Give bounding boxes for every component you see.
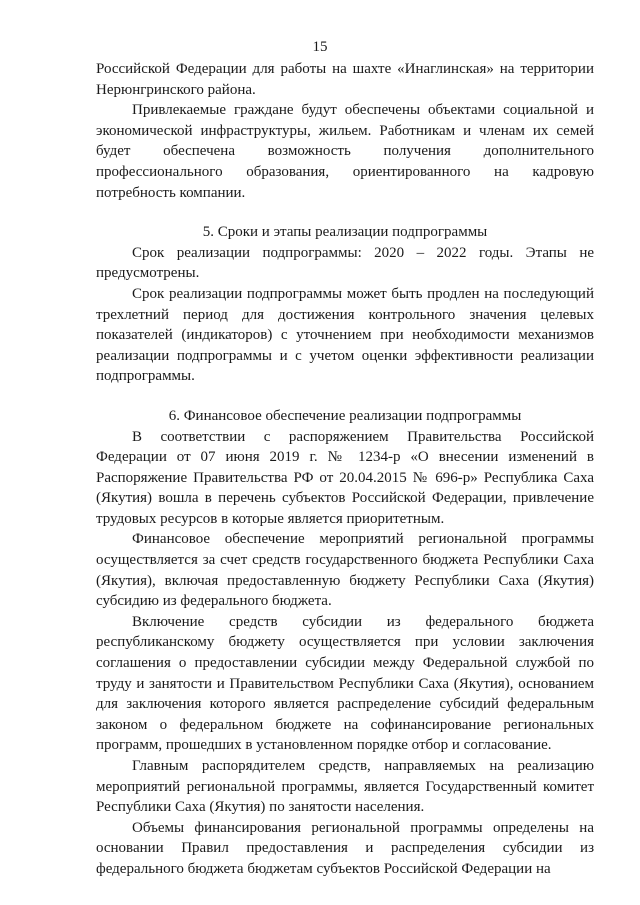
paragraph-housing: Привлекаемые граждане будут обеспечены объектами социальной и экономической инфраструктуры, жильем. Работникам и членам их семей будет обеспечена возможность получения дополнительного профессионального образования, ориентированного на кадровую потребность компании. (96, 102, 594, 201)
document-body (96, 59, 594, 880)
section-gap (96, 203, 594, 222)
paragraph-funding-volumes: Объемы финансирования региональной программы определены на основании Правил предоставления и распределения субсидии из федерального бюджета бюджетам субъектов Российской Федерации на (96, 819, 594, 877)
paragraph-continuation: Российской Федерации для работы на шахте «Инаглинская» на территории Нерюнгринского района. (96, 61, 594, 98)
page-number: 15 (312, 39, 328, 55)
paragraph-main-manager: Главным распорядителем средств, направляемых на реализацию мероприятий региональной программы, является Государственный комитет Республики Саха (Якутия) по занятости населения. (96, 758, 594, 816)
paragraph-term: Срок реализации подпрограммы: 2020 – 2022 годы. Этапы не предусмотрены. (96, 244, 594, 282)
section-5-heading: 5. Сроки и этапы реализации подпрограммы (202, 224, 488, 241)
paragraph-term-extension: Срок реализации подпрограммы может быть продлен на последующий трехлетний период для достижения контрольного значения целевых показателей (индикаторов) с уточнением при необходимости механизмов реализации подпрограммы и с учетом оценки эффективности реализации подпрограммы. (96, 285, 594, 385)
paragraph-decree: В соответствии с распоряжением Правительства Российской Федерации от 07 июня 2019 г. № 1234-р «О внесении изменений в Распоряжение Правительства РФ от 20.04.2015 № 696-р» Республика Саха (Якутия) вошла в перечень субъектов Российской Федерации, привлечение трудовых ресурсов в которые является приоритетным. (96, 428, 594, 527)
section-6-heading: 6. Финансовое обеспечение реализации подпрограммы (168, 407, 522, 424)
section-gap (96, 387, 594, 406)
paragraph-financing: Финансовое обеспечение мероприятий региональной программы осуществляется за счет средств государственного бюджета Республики Саха (Якутия), включая предоставленную бюджету Республики Саха (Якутия) субсидию из федерального бюджета. (96, 531, 594, 610)
paragraph-subsidy-inclusion: Включение средств субсидии из федерального бюджета республиканскому бюджету осуществляется при условии заключения соглашения о предоставлении субсидии между Федеральной службой по труду и занятости и Правительством Республики Саха (Якутия), основанием для заключения которого является распределение субсидий федеральным законом о федеральном бюджете на софинансирование региональных программ, прошедших в установленном порядке отбор и согласование. (96, 613, 594, 754)
